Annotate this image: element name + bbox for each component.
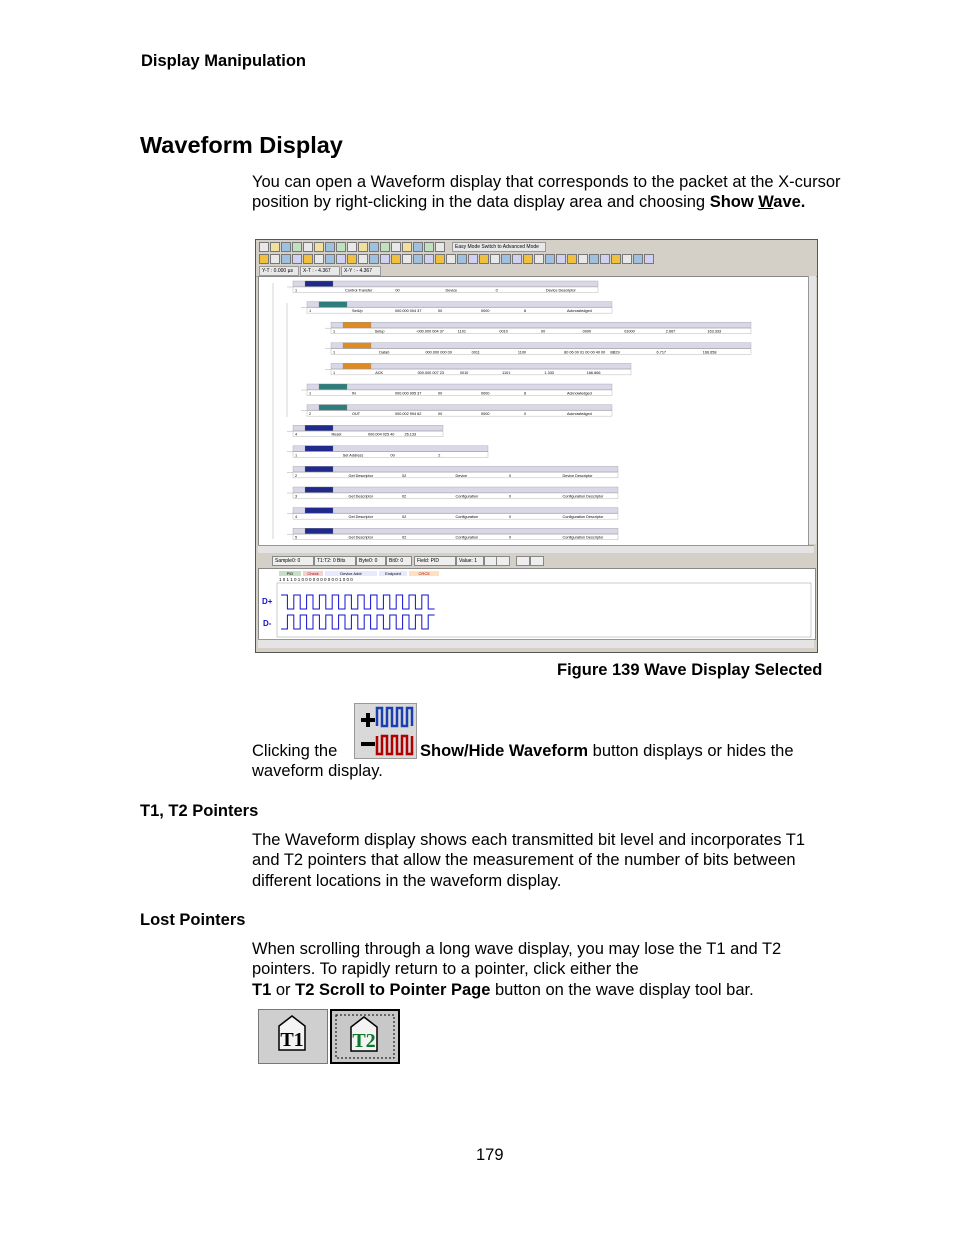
- toolbar-button-icon[interactable]: [600, 254, 610, 264]
- cell-text: 02: [402, 535, 407, 540]
- cell-text: 0: [509, 515, 512, 520]
- dplus-waveform: [281, 595, 435, 609]
- showhide-label: Show/Hide Waveform: [420, 742, 589, 760]
- toolbar-button-icon[interactable]: [281, 254, 291, 264]
- cell-text: Data0: [379, 350, 390, 355]
- showhide-line2: waveform display.: [252, 762, 383, 780]
- wave-display-screenshot: [255, 239, 818, 653]
- cell-text: 0: [509, 494, 512, 499]
- cell-text: 00: [438, 412, 443, 417]
- cell: [307, 384, 612, 390]
- section-text-t1t2: The Waveform display shows each transmitted bit level and incorporates T1 and T2 pointers that allow the measurement of the number of bits between different locations in the waveform display.: [252, 831, 806, 890]
- toolbar-button-icon[interactable]: [490, 254, 500, 264]
- figure-caption: Figure 139 Wave Display Selected: [557, 661, 823, 679]
- intro-paragraph: [252, 172, 852, 213]
- cell-text: Device: [445, 288, 458, 293]
- cell-text: Configuration Descriptor: [562, 494, 604, 499]
- cell-text: 0: [524, 412, 527, 417]
- cell: [305, 508, 333, 513]
- t1-scroll-button[interactable]: [258, 1009, 328, 1064]
- t2-scroll-icon[interactable]: [530, 556, 544, 566]
- packet-display-area[interactable]: [258, 276, 809, 546]
- toolbar-button-icon[interactable]: [589, 254, 599, 264]
- toolbar-button-icon[interactable]: [611, 254, 621, 264]
- cell-text: 000.000 004 37: [395, 309, 422, 314]
- cell-text: 0010: [499, 329, 508, 334]
- mode-dropdown[interactable]: Easy Mode Switch to Advanced Mode: [452, 242, 546, 252]
- cell-text: ACK: [375, 370, 384, 375]
- toolbar-button-icon[interactable]: [402, 242, 412, 252]
- cell-text: Configuration: [455, 494, 479, 499]
- cell-text: 1: [295, 453, 298, 458]
- cell-text: Configuration Descriptor: [562, 515, 604, 520]
- toolbar-button-icon[interactable]: [303, 254, 313, 264]
- toolbar-button-icon[interactable]: [644, 254, 654, 264]
- showhide-rest: Show/Hide Waveform button displays or hides the: [420, 742, 794, 760]
- cell-text: 0011: [471, 350, 480, 355]
- cell-text: 0000: [481, 309, 490, 314]
- toolbar-button-icon[interactable]: [270, 254, 280, 264]
- cell: [293, 508, 618, 513]
- cell-text: 0000: [582, 329, 592, 334]
- waveform-scrollbar[interactable]: [258, 639, 814, 648]
- field-crc5: CRC5: [418, 571, 430, 576]
- cell-text: 1: [333, 329, 336, 334]
- bit-field-header: [279, 571, 439, 582]
- toolbar-button-icon[interactable]: [292, 242, 302, 252]
- cell-text: 1: [309, 391, 312, 396]
- cell-text: Get Descriptor: [348, 515, 373, 520]
- cell-text: Device Descriptor: [545, 288, 576, 293]
- toolbar-button-icon[interactable]: [578, 254, 588, 264]
- t2-glyph: T2: [352, 1030, 376, 1052]
- toolbar-button-icon[interactable]: [336, 242, 346, 252]
- cursor-yt: Y-T : 0.000 µs: [259, 266, 299, 276]
- toolbar-button-icon[interactable]: [402, 254, 412, 264]
- cell-text: Acknowledged: [567, 309, 592, 314]
- cell-text: 166.666: [586, 370, 601, 375]
- cell-text: 000.004 025 40: [368, 432, 395, 437]
- cell-text: 1: [295, 288, 298, 293]
- bit-values: 1 0 1 1 0 1 0 0 0 0 0 0 0 0 0 0 1 0 0 0: [279, 577, 353, 582]
- cell: [331, 343, 751, 349]
- cell: [305, 446, 333, 452]
- cell-text: 000.000 007 23: [417, 370, 444, 375]
- field-pid: PID: [286, 571, 294, 576]
- status-t1t2: T1:T2: 0 Bits: [314, 556, 356, 566]
- cell-text: 4: [295, 432, 298, 437]
- cell-text: Get Descriptor: [348, 473, 373, 478]
- toolbar-button-icon[interactable]: [314, 242, 324, 252]
- cursor-xt: X-T : - 4.367: [300, 266, 340, 276]
- cell-text: 1: [309, 309, 312, 314]
- cell-text: 0: [509, 473, 512, 478]
- cell-text: SetUp: [352, 309, 363, 314]
- cell-text: Acknowledged: [567, 412, 592, 417]
- toolbar-button-icon[interactable]: [358, 254, 368, 264]
- cell-text: 01000: [624, 329, 635, 334]
- cell-text: 80 06 00 01 00 00 40 00: [564, 350, 606, 355]
- cell: [343, 322, 371, 328]
- field-endpoint: Endpoint: [385, 571, 401, 576]
- cell-text: 00: [395, 288, 400, 293]
- cell-text: 0: [509, 535, 512, 540]
- cell-text: 8: [524, 391, 527, 396]
- toolbar-button-icon[interactable]: [336, 254, 346, 264]
- cell-text: 000.000 995 37: [395, 391, 422, 396]
- toolbar-button-icon[interactable]: [534, 254, 544, 264]
- toolbar-button-icon[interactable]: [479, 254, 489, 264]
- toolbar-button-icon[interactable]: [325, 242, 335, 252]
- cursor-xy: X-Y : - 4.367: [341, 266, 381, 276]
- page-title: Waveform Display: [140, 132, 343, 158]
- cell-text: Get Descriptor: [348, 494, 373, 499]
- page-number: 179: [476, 1146, 504, 1164]
- cell: [293, 466, 618, 472]
- cell-text: Control Transfer: [345, 288, 373, 293]
- toolbar-button-icon[interactable]: [633, 254, 643, 264]
- toolbar-button-icon[interactable]: [424, 242, 434, 252]
- toolbar-button-icon[interactable]: [347, 254, 357, 264]
- cell: [319, 302, 347, 308]
- toolbar-button-icon[interactable]: [391, 254, 401, 264]
- cell-text: 0010: [459, 370, 469, 375]
- cell-text: 1.333: [544, 370, 554, 375]
- field-addr: Device Addr: [340, 571, 362, 576]
- running-header: Display Manipulation: [141, 52, 307, 70]
- cell: [293, 528, 618, 534]
- cell-text: OUT: [352, 412, 361, 417]
- cell-text: 2: [309, 412, 312, 417]
- toolbar-button-icon[interactable]: [369, 254, 379, 264]
- cell-text: BB29: [610, 350, 620, 355]
- cell-text: 2: [295, 473, 298, 478]
- toolbar-button-icon[interactable]: [314, 254, 324, 264]
- cell-text: 0: [495, 288, 498, 293]
- section-title-t1t2: T1, T2 Pointers: [140, 802, 259, 820]
- show-hide-waveform-icon: [354, 703, 417, 759]
- status-value: Value: 1: [456, 556, 484, 566]
- vertical-scrollbar[interactable]: [808, 276, 816, 544]
- field-check: Check: [307, 571, 319, 576]
- cell-text: Set Address: [342, 453, 364, 458]
- cell-text: Configuration: [455, 515, 479, 520]
- cell: [305, 528, 333, 534]
- cell-text: 5: [295, 535, 298, 540]
- cell: [305, 487, 333, 493]
- waveform-plot: [259, 569, 815, 639]
- toolbar-button-icon[interactable]: [347, 242, 357, 252]
- toolbar-button-icon[interactable]: [622, 254, 632, 264]
- cell-text: 166.658: [702, 350, 717, 355]
- cell: [319, 405, 347, 411]
- waveform-area[interactable]: [258, 568, 816, 640]
- cell-text: 02: [402, 494, 407, 499]
- toolbar-button-icon[interactable]: [501, 254, 511, 264]
- cell: [307, 302, 612, 308]
- cell-text: Acknowledged: [567, 391, 592, 396]
- toolbar-button-icon[interactable]: [424, 254, 434, 264]
- cell: [293, 281, 598, 287]
- toolbar-button-icon[interactable]: [391, 242, 401, 252]
- cell-text: 8: [524, 309, 527, 314]
- showhide-pre: Clicking the: [252, 742, 338, 760]
- cell-text: 1100: [517, 350, 527, 355]
- cell-text: Device: [455, 473, 468, 478]
- toolbar-button-icon[interactable]: [259, 254, 269, 264]
- cell-text: 1: [333, 370, 336, 375]
- cell: [331, 322, 751, 328]
- cell: [343, 343, 371, 349]
- cell: [319, 384, 347, 390]
- cell-text: 163.333: [707, 329, 722, 334]
- cell-text: 00: [438, 391, 443, 396]
- toolbar-button-icon[interactable]: [545, 254, 555, 264]
- toolbar-button-icon[interactable]: [512, 254, 522, 264]
- dminus-label: D-: [263, 619, 272, 628]
- cell: [331, 363, 631, 369]
- toolbar-button-icon[interactable]: [292, 254, 302, 264]
- dminus-waveform: [281, 615, 435, 629]
- toolbar-button-icon[interactable]: [468, 254, 478, 264]
- toolbar-button-icon[interactable]: [281, 242, 291, 252]
- cell-text: 02: [402, 473, 407, 478]
- cell-text: 000.002 994 62: [395, 412, 422, 417]
- cell-text: 6.717: [656, 350, 667, 355]
- cell: [307, 405, 612, 411]
- cell-text: 1: [333, 350, 336, 355]
- toolbar-button-icon[interactable]: [556, 254, 566, 264]
- wave-status-bar: [258, 554, 814, 566]
- status-bit: Bit0: 0: [386, 556, 412, 566]
- toolbar-button-icon[interactable]: [567, 254, 577, 264]
- toolbar-button-icon[interactable]: [380, 242, 390, 252]
- section-text-lost: When scrolling through a long wave display, you may lose the T1 and T2 pointers. To rapidly return to a pointer, click either the T1 or T2 Scroll to Pointer Page button on the wave display tool bar.: [252, 940, 782, 999]
- cell-text: Configuration: [455, 535, 479, 540]
- cell-text: 26.133: [404, 432, 417, 437]
- cell-text: IN: [352, 391, 356, 396]
- horizontal-scrollbar[interactable]: [258, 545, 814, 553]
- toolbar-button-icon[interactable]: [369, 242, 379, 252]
- cell-text: 0000: [481, 412, 490, 417]
- toolbar-button-icon[interactable]: [270, 242, 280, 252]
- t1-glyph: T1: [280, 1029, 304, 1051]
- t2-scroll-button[interactable]: [330, 1009, 400, 1064]
- cell-text: Get Descriptor: [348, 535, 373, 540]
- toolbar-button-icon[interactable]: [325, 254, 335, 264]
- toolbar-button-icon[interactable]: [446, 254, 456, 264]
- cell-text: 4: [295, 515, 298, 520]
- toolbar-button-icon[interactable]: [523, 254, 533, 264]
- cell: [293, 487, 618, 493]
- cell-text: Configuration Descriptor: [562, 535, 604, 540]
- cell-text: 02: [402, 515, 407, 520]
- status-field: Field: PID: [414, 556, 456, 566]
- cell-text: 000.000 000 00: [425, 350, 452, 355]
- cell: [305, 466, 333, 472]
- cell-text: Reset: [331, 432, 342, 437]
- cell: [305, 425, 333, 431]
- intro-text: You can open a Waveform display that corresponds to the packet at the X-cursor position by right-clicking in the data display area and choosing: [252, 173, 841, 212]
- cell-text: 00: [390, 453, 395, 458]
- cell-text: 2.667: [665, 329, 676, 334]
- status-sample: Sample0: 0: [272, 556, 314, 566]
- toolbar-button-icon[interactable]: [380, 254, 390, 264]
- toolbar-button-icon[interactable]: [413, 242, 423, 252]
- packet-rows: [259, 277, 808, 545]
- cell: [331, 349, 751, 355]
- cell-text: -000.000 004 37: [416, 329, 444, 334]
- cell: [343, 363, 371, 369]
- toolbar-button-icon[interactable]: [435, 254, 445, 264]
- dplus-label: D+: [262, 597, 273, 606]
- cell-text: Device Descriptor: [562, 473, 593, 478]
- toolbar-button-icon[interactable]: [413, 254, 423, 264]
- cell-text: 2: [438, 453, 441, 458]
- cell-text: Setup: [374, 329, 385, 334]
- toolbar-button-icon[interactable]: [303, 242, 313, 252]
- t1-scroll-icon[interactable]: [516, 556, 530, 566]
- toolbar-button-icon[interactable]: [435, 242, 445, 252]
- cell: [305, 281, 333, 287]
- status-byte: Byte0: 0: [356, 556, 386, 566]
- cell-text: 3: [295, 494, 298, 499]
- cell-text: 0000: [481, 391, 490, 396]
- toolbar-button-icon[interactable]: [457, 254, 467, 264]
- zoom-out-icon[interactable]: [496, 556, 510, 566]
- toolbar-button-icon[interactable]: [259, 242, 269, 252]
- cell-text: 00: [541, 329, 546, 334]
- toolbar-button-icon[interactable]: [358, 242, 368, 252]
- cell-text: 00: [438, 309, 443, 314]
- section-title-lost: Lost Pointers: [140, 911, 246, 929]
- show-wave-command: Show Wave.: [709, 193, 806, 212]
- cell-text: 1101: [457, 329, 466, 334]
- cell-text: 1101: [502, 370, 511, 375]
